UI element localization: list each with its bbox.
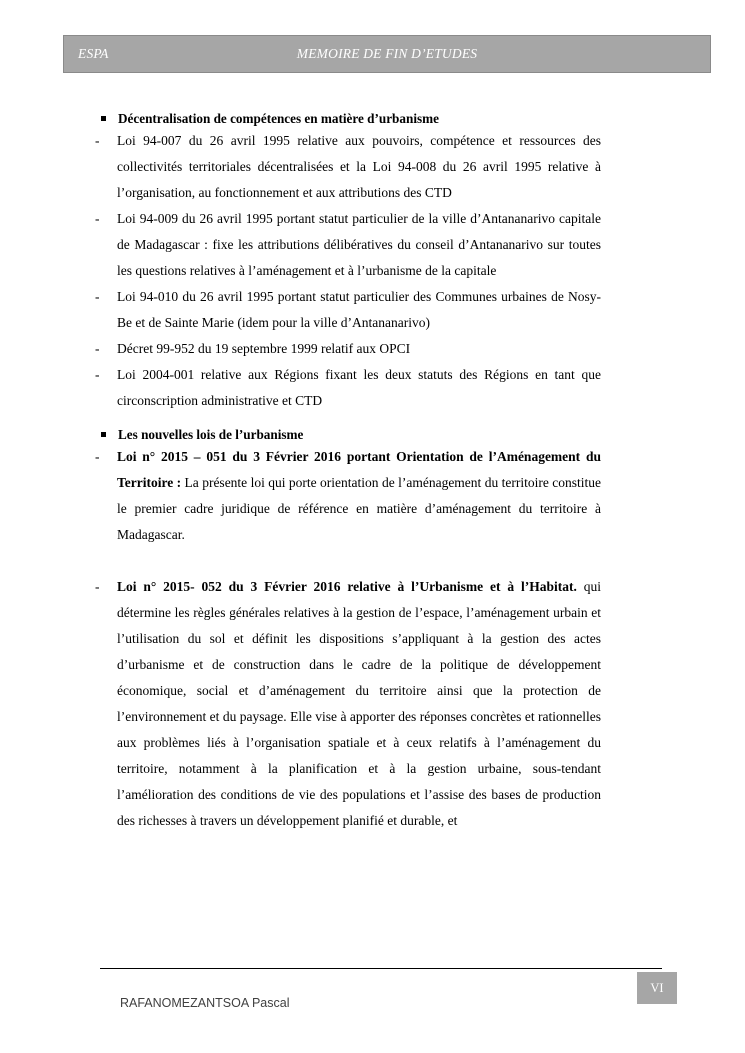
- section-heading-2: [101, 426, 665, 444]
- document-body: [95, 110, 665, 834]
- section-2-list: [95, 444, 601, 548]
- list-item-bold-lead: Loi n° 2015- 052 du 3 Février 2016 relative à l’Urbanisme et à l’Habitat.: [117, 578, 577, 594]
- dash-bullet-icon: -: [95, 448, 100, 464]
- list-item-bold-lead: Loi n° 2015 – 051 du 3 Février 2016 portant Orientation de l’Aménagement du Territoire :: [117, 448, 601, 490]
- list-item: [95, 336, 601, 362]
- paragraph-spacer: [95, 548, 665, 574]
- list-item: [95, 206, 601, 284]
- section-2-list-continued: [95, 574, 601, 834]
- list-item-body: La présente loi qui porte orientation de l’aménagement du territoire constitue le premier cadre juridique de référence en matière d’aménagement du territoire à Madagascar.: [117, 474, 601, 542]
- list-item-text: Loi 94-009 du 26 avril 1995 portant statut particulier de la ville d’Antananarivo capitale de Madagascar : fixe les attributions délibératives du conseil d’Antananarivo sur toutes les questions relatives à l’aménagement et à l’urbanisme de la capitale: [117, 210, 601, 278]
- square-bullet-icon: [101, 432, 106, 437]
- page-header: [63, 35, 711, 73]
- list-item: [95, 444, 601, 548]
- list-item-text: Loi 94-010 du 26 avril 1995 portant statut particulier des Communes urbaines de Nosy-Be et de Sainte Marie (idem pour la ville d’Antananarivo): [117, 288, 601, 330]
- list-item-body: qui détermine les règles générales relatives à la gestion de l’espace, l’aménagement urbain et l’utilisation du sol et définit les dispositions s’appliquant à la gestion des actes d’urbanisme et de construction dans le cadre de la politique de développement économique, social et d’aménagement du territoire ainsi que la protection de l’environnement et du paysage. Elle vise à apporter des réponses concrètes et rationnelles aux problèmes liés à l’organisation spatiale et à ceux relatifs à l’aménagement du territoire, notamment à la planification et à la gestion urbaine, sous-tendant l’amélioration des conditions de vie des populations et l’assise des bases de production des richesses à travers un développement planifié et durable, et: [117, 578, 601, 828]
- dash-bullet-icon: -: [95, 366, 100, 382]
- section-1-list: [95, 128, 601, 414]
- list-item-text: [117, 574, 601, 834]
- list-item: [95, 128, 601, 206]
- list-item-text: Décret 99-952 du 19 septembre 1999 relatif aux OPCI: [117, 340, 411, 356]
- section-heading-2-text: Les nouvelles lois de l’urbanisme: [118, 426, 304, 442]
- list-item-text: Loi 2004-001 relative aux Régions fixant les deux statuts des Régions en tant que circonscription administrative et CTD: [117, 366, 601, 408]
- square-bullet-icon: [101, 116, 106, 121]
- dash-bullet-icon: -: [95, 578, 100, 594]
- dash-bullet-icon: -: [95, 340, 100, 356]
- dash-bullet-icon: -: [95, 132, 100, 148]
- list-item: [95, 362, 601, 414]
- list-item: [95, 284, 601, 336]
- page-number-badge: VI: [637, 972, 677, 1004]
- dash-bullet-icon: -: [95, 210, 100, 226]
- section-heading-1-text: Décentralisation de compétences en matière d’urbanisme: [118, 111, 439, 126]
- header-left-text: ESPA: [78, 46, 109, 61]
- list-item-text: Loi 94-007 du 26 avril 1995 relative aux pouvoirs, compétence et ressources des collectivités territoriales décentralisées et la Loi 94-008 du 26 avril 1995 relative à l’organisation, au fonctionnement et aux attributions des CTD: [117, 132, 601, 200]
- footer-divider: [100, 968, 662, 969]
- list-item-text: [117, 444, 601, 548]
- dash-bullet-icon: -: [95, 288, 100, 304]
- footer-author: RAFANOMEZANTSOA Pascal: [120, 996, 290, 1010]
- header-center-text: MEMOIRE DE FIN D’ETUDES: [296, 46, 478, 61]
- section-heading-1: [101, 110, 665, 128]
- list-item: [95, 574, 601, 834]
